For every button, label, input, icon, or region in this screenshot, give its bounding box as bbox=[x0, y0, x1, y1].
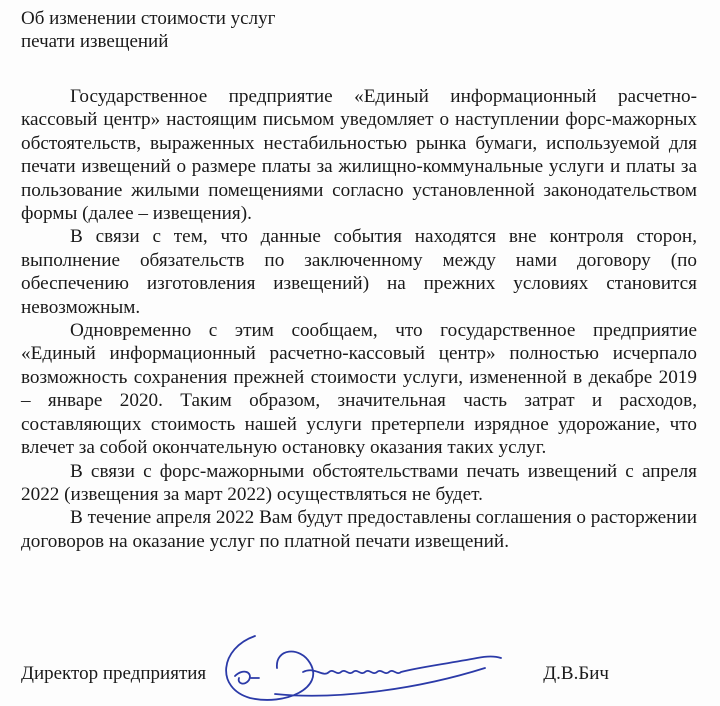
paragraph-5: В течение апреля 2022 Вам будут предоставлены соглашения о расторжении договоров на оказание услуг по платной печати извещений. bbox=[21, 507, 697, 552]
signer-name: Д.В.Бич bbox=[543, 663, 609, 684]
paragraph-3: Одновременно с этим сообщаем, что государственное предприятие «Единый информационный расчетно-кассовый центр» полностью исчерпало возможность сохранения прежней стоимости услуги, измененной в декабре 2019 – январе 2020. Таким образом, значительная часть затрат и расходов, составляющих стоимость нашей услуги претерпели изрядное удорожание, что влечет за собой окончательную остановку оказания таких услуг. bbox=[21, 320, 697, 459]
subject-line-1: Об изменении стоимости услуг bbox=[21, 8, 276, 29]
letter-subject bbox=[21, 7, 275, 53]
paragraph-1: Государственное предприятие «Единый информационный расчетно-кассовый центр» настоящим письмом уведомляет о наступлении форс-мажорных обстоятельств, выраженных нестабильностью рынка бумаги, используемой для печати извещений о размере платы за жилищно-коммунальные услуги и платы за пользование жилыми помещениями согласно установленной законодательством формы (далее – извещения). bbox=[21, 86, 697, 225]
paragraph-4: В связи с форс-мажорными обстоятельствами печать извещений с апреля 2022 (извещения за март 2022) осуществляться не будет. bbox=[21, 460, 697, 505]
signer-position: Директор предприятия bbox=[21, 663, 207, 684]
subject-line-2: печати извещений bbox=[21, 31, 169, 52]
letter-body bbox=[21, 85, 697, 553]
paragraph-2: В связи с тем, что данные события находятся вне контроля сторон, выполнение обязательств по заключенному между нами договору (по обеспечению изготовления извещений) на прежних условиях становится невозможным. bbox=[21, 226, 697, 318]
signature-row bbox=[21, 662, 697, 692]
